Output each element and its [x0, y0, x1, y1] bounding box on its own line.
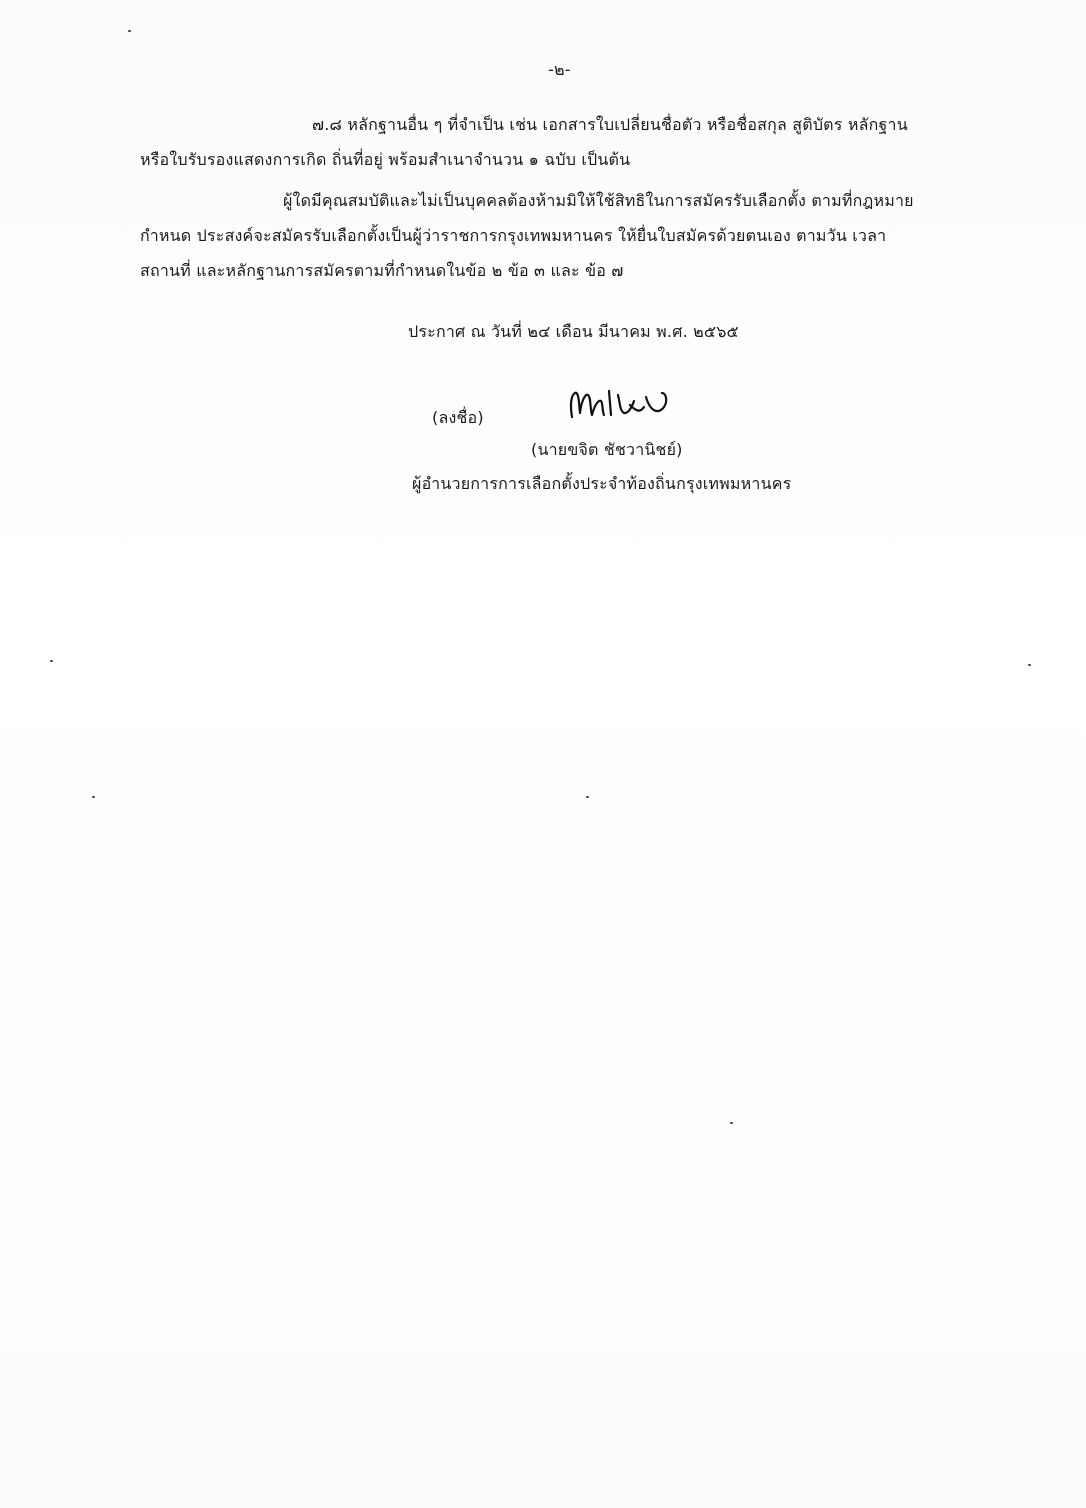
scan-speck [50, 660, 53, 662]
scan-speck [1028, 664, 1031, 666]
announcement-date: ประกาศ ณ วันที่ ๒๔ เดือน มีนาคม พ.ศ. ๒๕๖๕ [408, 322, 739, 341]
sign-label: (ลงชื่อ) [432, 408, 484, 427]
eligibility-line-2: กำหนด ประสงค์จะสมัครรับเลือกตั้งเป็นผู้ว่าราชการกรุงเทพมหานคร ให้ยื่นใบสมัครด้วยตนเอง ตามวัน เวลา [140, 226, 887, 245]
item-7-8-line-2: หรือใบรับรองแสดงการเกิด ถิ่นที่อยู่ พร้อมสำเนาจำนวน ๑ ฉบับ เป็นต้น [140, 150, 631, 169]
eligibility-line-1: ผู้ใดมีคุณสมบัติและไม่เป็นบุคคลต้องห้ามมิให้ใช้สิทธิในการสมัครรับเลือกตั้ง ตามที่กฎหมาย [283, 191, 914, 210]
signer-title: ผู้อำนวยการการเลือกตั้งประจำท้องถิ่นกรุงเทพมหานคร [412, 474, 792, 493]
page-number: -๒- [548, 60, 571, 79]
scan-speck [730, 1122, 733, 1124]
item-7-8-line-1: ๗.๘ หลักฐานอื่น ๆ ที่จำเป็น เช่น เอกสารใบเปลี่ยนชื่อตัว หรือชื่อสกุล สูติบัตร หลักฐาน [312, 115, 908, 134]
signer-name: (นายขจิต ชัชวานิชย์) [531, 440, 683, 459]
eligibility-line-3: สถานที่ และหลักฐานการสมัครตามที่กำหนดในข้อ ๒ ข้อ ๓ และ ข้อ ๗ [140, 261, 624, 280]
scan-speck [586, 796, 589, 798]
scan-speck [92, 796, 95, 798]
handwritten-signature [566, 383, 676, 437]
scan-speck [128, 30, 131, 32]
